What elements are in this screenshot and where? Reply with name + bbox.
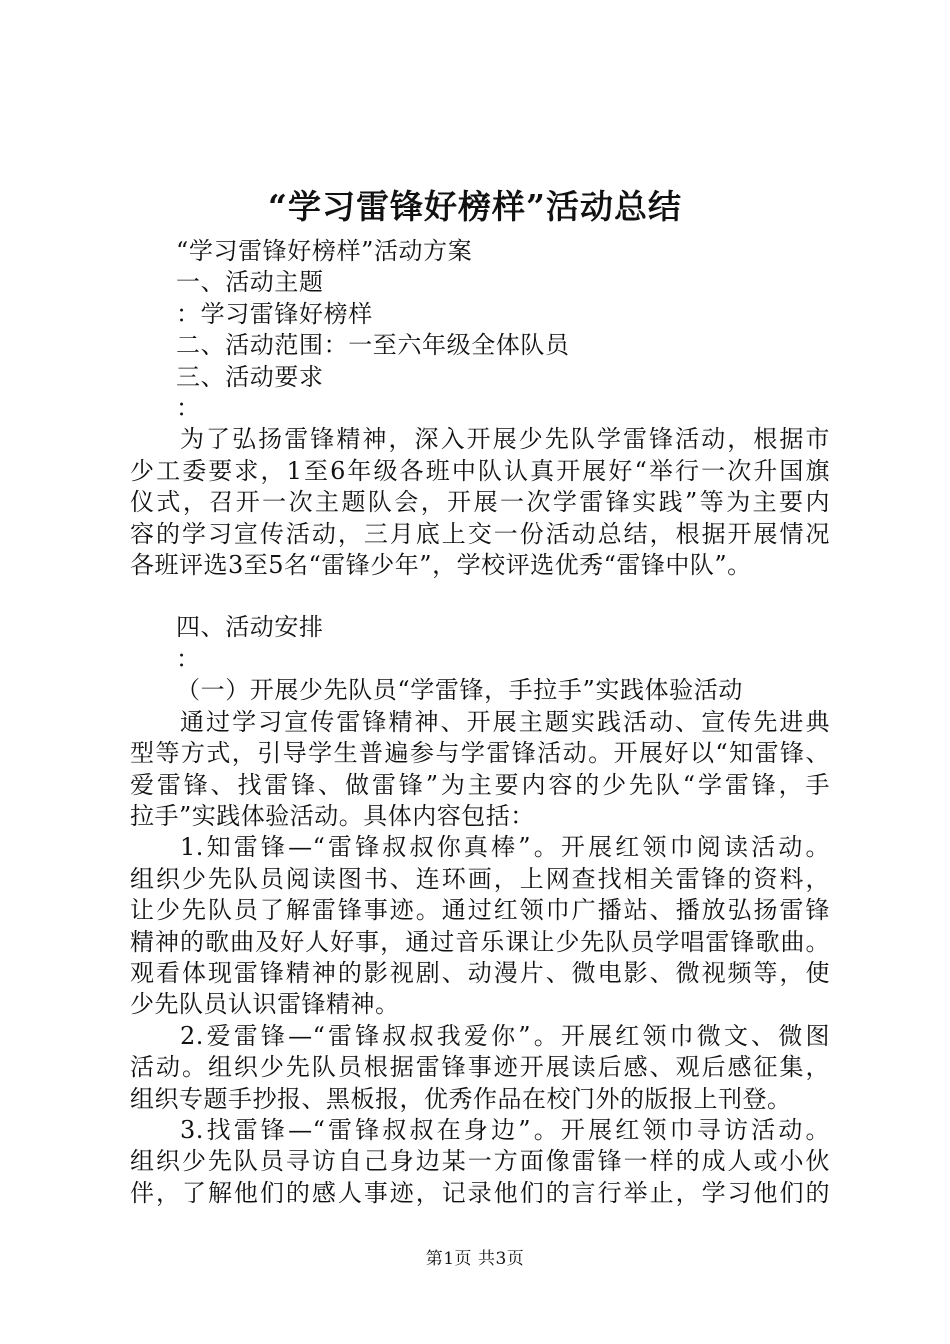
paragraph-line: 少工委要求，1至6年级各班中队认真开展好“举行一次升国旗 bbox=[130, 456, 830, 485]
paragraph-line: 少先队员认识雷锋精神。 bbox=[130, 990, 400, 1019]
paragraph-line: 爱雷锋、找雷锋、做雷锋”为主要内容的少先队“学雷锋，手 bbox=[130, 770, 830, 799]
paragraph-line: 型等方式，引导学生普遍参与学雷锋活动。开展好以“知雷锋、 bbox=[130, 739, 830, 768]
document-title: “学习雷锋好榜样”活动总结 bbox=[268, 187, 682, 226]
page-footer: 第1页 共3页 bbox=[425, 1249, 525, 1269]
text-line: “学习雷锋好榜样”活动方案 bbox=[176, 237, 473, 265]
text-line: ： bbox=[176, 644, 201, 673]
paragraph-line: 让少先队员了解雷锋事迹。通过红领巾广播站、播放弘扬雷锋 bbox=[130, 896, 830, 925]
paragraph-line: 观看体现雷锋精神的影视剧、动漫片、微电影、微视频等，使 bbox=[130, 958, 830, 987]
paragraph-line: 伴，了解他们的感人事迹，记录他们的言行举止，学习他们的 bbox=[130, 1178, 830, 1207]
document-body bbox=[130, 236, 830, 1209]
section-heading: 一、活动主题 bbox=[176, 268, 324, 297]
paragraph-line: 拉手”实践体验活动。具体内容包括： bbox=[130, 801, 535, 830]
paragraph-line: 各班评选3至5名“雷锋少年”，学校评选优秀“雷锋中队”。 bbox=[130, 551, 752, 580]
paragraph-gap bbox=[130, 581, 830, 612]
text-line: ：学习雷锋好榜样 bbox=[176, 299, 373, 328]
paragraph-line: 1.知雷锋—“雷锋叔叔你真棒”。开展红领巾阅读活动。 bbox=[180, 833, 830, 862]
paragraph-line: 活动。组织少先队员根据雷锋事迹开展读后感、观后感征集， bbox=[130, 1053, 830, 1082]
paragraph-line: 2.爱雷锋—“雷锋叔叔我爱你”。开展红领巾微文、微图 bbox=[180, 1021, 830, 1050]
section-heading: 三、活动要求 bbox=[176, 362, 324, 391]
paragraph-line: 为了弘扬雷锋精神，深入开展少先队学雷锋活动，根据市 bbox=[180, 425, 830, 454]
paragraph-line: 组织少先队员寻访自己身边某一方面像雷锋一样的成人或小伙 bbox=[130, 1147, 830, 1176]
section-heading: 二、活动范围：一至六年级全体队员 bbox=[176, 331, 570, 360]
subsection-heading: （一）开展少先队员“学雷锋，手拉手”实践体验活动 bbox=[176, 676, 743, 705]
paragraph-line: 精神的歌曲及好人好事，通过音乐课让少先队员学唱雷锋歌曲。 bbox=[130, 927, 830, 956]
text-line: ： bbox=[176, 394, 201, 423]
paragraph-line: 组织少先队员阅读图书、连环画，上网查找相关雷锋的资料， bbox=[130, 864, 830, 893]
paragraph-line: 3.找雷锋—“雷锋叔叔在身边”。开展红领巾寻访活动。 bbox=[180, 1115, 830, 1144]
paragraph-line: 容的学习宣传活动，三月底上交一份活动总结，根据开展情况 bbox=[130, 519, 830, 548]
paragraph-line: 仪式，召开一次主题队会，开展一次学雷锋实践”等为主要内 bbox=[130, 488, 830, 517]
paragraph-line: 通过学习宣传雷锋精神、开展主题实践活动、宣传先进典 bbox=[180, 707, 830, 736]
section-heading: 四、活动安排 bbox=[176, 613, 324, 642]
paragraph-line: 组织专题手抄报、黑板报，优秀作品在校门外的版报上刊登。 bbox=[130, 1084, 792, 1113]
